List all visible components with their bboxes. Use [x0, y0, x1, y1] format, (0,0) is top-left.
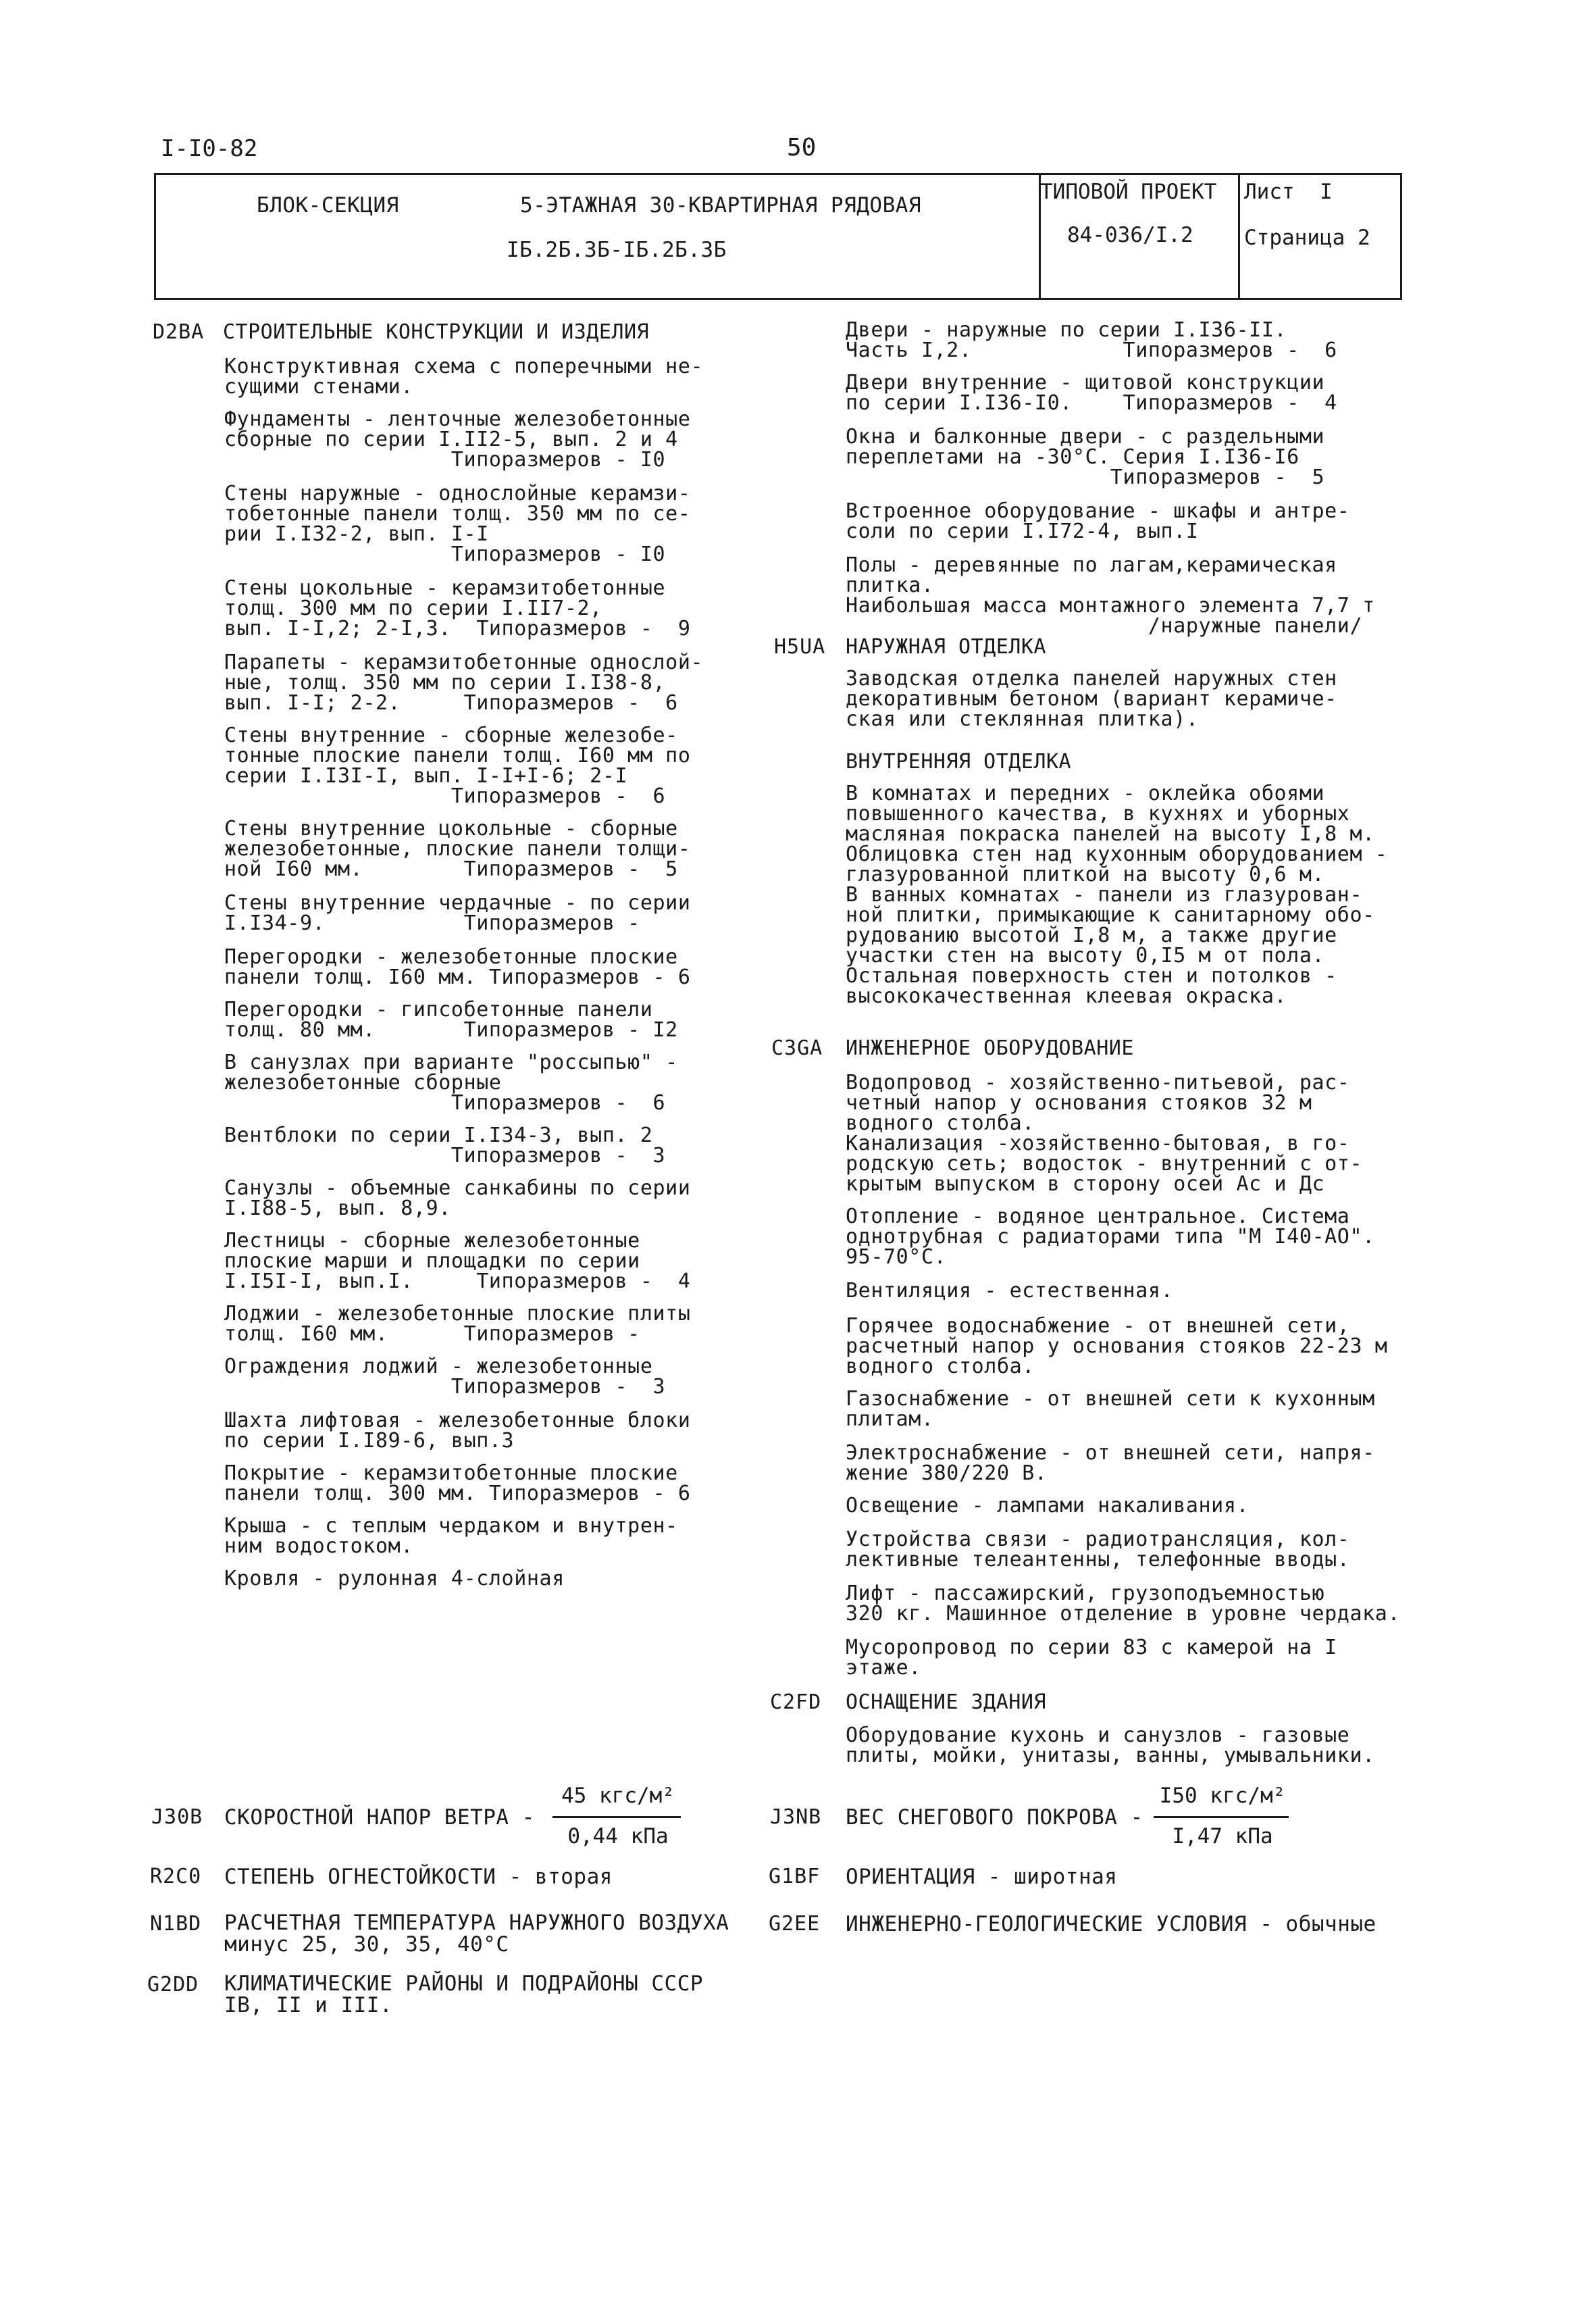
engineering-code: C3GA [771, 1036, 823, 1060]
outer-finish-text: Заводская отделка панелей наружных стен декоративным бетоном (вариант керамиче- ская или стеклянная плитка). [846, 667, 1337, 731]
wind-value-kpa: 0,44 кПа [567, 1824, 669, 1848]
page-label: Страница 2 [1244, 226, 1370, 250]
roof-cover: Покрытие - керамзитобетонные плоские панели толщ. 300 мм. Типоразмеров - 6 [224, 1461, 691, 1505]
attic-walls: Стены внутренние чердачные - по серии I.I34-9. Типоразмеров - [224, 891, 691, 935]
wind-value: 45 кгс/м² [561, 1784, 675, 1808]
gas-supply: Газоснабжение - от внешней сети к кухонным плитам. [846, 1387, 1375, 1431]
fire-resistance: СТЕПЕНЬ ОГНЕСТОЙКОСТИ - вторая [224, 1865, 613, 1889]
wind-label: СКОРОСТНОЙ НАПОР ВЕТРА - [224, 1805, 535, 1830]
fraction-bar [1154, 1816, 1289, 1818]
project-number: 84-036/I.2 [1067, 223, 1193, 247]
block-series: IБ.2Б.3Б-IБ.2Б.3Б [507, 238, 727, 262]
design-temperature: РАСЧЕТНАЯ ТЕМПЕРАТУРА НАРУЖНОГО ВОЗДУХА минус 25, 30, 35, 40°С [224, 1911, 729, 1957]
parapets: Парапеты - керамзитобетонные однослой- ные, толщ. 350 мм по серии I.I38-8, вып. I-I; 2-2. Типоразмеров - 6 [224, 651, 704, 715]
garbage-chute: Мусоропровод по серии 83 с камерой на I этаже. [846, 1636, 1337, 1680]
stairs: Лестницы - сборные железобетонные плоские марши и площадки по серии I.I5I-I, вып.I. Типоразмеров - 4 [224, 1229, 691, 1293]
loggia-fences: Ограждения лоджий - железобетонные Типоразмеров - 3 [224, 1355, 666, 1399]
climate-regions: КЛИМАТИЧЕСКИЕ РАЙОНЫ И ПОДРАЙОНЫ СССР IВ, II и III. [224, 1971, 704, 2017]
page-number: 50 [787, 134, 817, 161]
equipment-title: ОСНАЩЕНИЕ ЗДАНИЯ [846, 1690, 1046, 1714]
built-in-equipment: Встроенное оборудование - шкафы и антре- соли по серии I.I72-4, вып.I [846, 499, 1350, 543]
roof: Крыша - с теплым чердаком и внутрен- ним водостоком. [224, 1514, 678, 1558]
project-label: ТИПОВОЙ ПРОЕКТ [1040, 180, 1217, 204]
inner-doors: Двери внутренние - щитовой конструкции по серии I.I36-I0. Типоразмеров - 4 [846, 371, 1337, 415]
windows: Окна и балконные двери - с раздельными переплетами на -30°С. Серия I.I36-I6 Типоразмеров - 5 [846, 425, 1325, 489]
section-code: D2BA [153, 320, 205, 344]
wind-code: J30B [151, 1805, 203, 1829]
bathrooms-variant: В санузлах при варианте "россыпью" - железобетонные сборные Типоразмеров - 6 [224, 1051, 678, 1115]
partitions-gypsum: Перегородки - гипсобетонные панели толщ. 80 мм. Типоразмеров - I2 [224, 998, 678, 1042]
outer-finish-code: H5UA [774, 635, 826, 659]
heating: Отопление - водяное центральное. Система однотрубная с радиаторами типа "М I40-АО". 95-70°С. [846, 1205, 1375, 1269]
construction-scheme: Конструктивная схема с поперечными не- сущими стенами. [224, 355, 704, 399]
block-label: БЛОК-СЕКЦИЯ [257, 193, 399, 218]
snow-value: I50 кгс/м² [1159, 1784, 1286, 1808]
sanitary-cabins: Санузлы - объемные санкабины по серии I.I88-5, вып. 8,9. [224, 1176, 691, 1220]
title-block-divider [1238, 173, 1240, 300]
partitions-concrete: Перегородки - железобетонные плоские панели толщ. I60 мм. Типоразмеров - 6 [224, 945, 691, 989]
inner-finish-title: ВНУТРЕННЯЯ ОТДЕЛКА [846, 750, 1072, 774]
orientation-code: G1BF [769, 1865, 821, 1888]
snow-value-kpa: I,47 кПа [1172, 1824, 1273, 1848]
elevator-shaft: Шахта лифтовая - железобетонные блоки по серии I.I89-6, вып.3 [224, 1409, 691, 1453]
fire-code: R2C0 [150, 1865, 202, 1888]
ventilation: Вентиляция - естественная. [846, 1279, 1174, 1303]
outer-finish-title: НАРУЖНАЯ ОТДЕЛКА [846, 635, 1046, 659]
orientation: ОРИЕНТАЦИЯ - широтная [846, 1865, 1118, 1889]
sheet-label: Лист I [1244, 180, 1333, 204]
basement-walls: Стены цокольные - керамзитобетонные толщ. 300 мм по серии I.II7-2, вып. I-I,2; 2-I,3. Типоразмеров - 9 [224, 576, 691, 640]
water-sewage: Водопровод - хозяйственно-питьевой, рас- четный напор у основания стояков 32 м водного столба. Канализация -хозяйственно-бытовая, в го- родскую сеть; водосток - внутренний с от- крытым выпуском в сторону осей Ас и Дс [846, 1071, 1363, 1196]
geology-code: G2EE [769, 1912, 821, 1936]
loggias: Лоджии - железобетонные плоские плиты толщ. I60 мм. Типоразмеров - [224, 1302, 691, 1346]
lighting: Освещение - лампами накаливания. [846, 1494, 1250, 1517]
inner-walls: Стены внутренние - сборные железобе- тонные плоские панели толщ. I60 мм по серии I.I3I-I, вып. I-I+I-6; 2-I Типоразмеров - 6 [224, 724, 691, 808]
fraction-bar [552, 1816, 681, 1818]
power-supply: Электроснабжение - от внешней сети, напря- жение 380/220 В. [846, 1441, 1375, 1485]
roofing: Кровля - рулонная 4-слойная [224, 1567, 565, 1590]
hot-water: Горячее водоснабжение - от внешней сети, расчетный напор у основания стояков 22-23 м водного столба. [846, 1314, 1388, 1378]
climate-code: G2DD [147, 1973, 199, 1996]
snow-label: ВЕС СНЕГОВОГО ПОКРОВА - [846, 1805, 1143, 1830]
equipment-code: C2FD [770, 1690, 822, 1714]
snow-code: J3NB [770, 1805, 822, 1829]
section-title: СТРОИТЕЛЬНЫЕ КОНСТРУКЦИИ И ИЗДЕЛИЯ [223, 320, 650, 344]
geology-conditions: ИНЖЕНЕРНО-ГЕОЛОГИЧЕСКИЕ УСЛОВИЯ - обычные [846, 1912, 1376, 1936]
foundations: Фундаменты - ленточные железобетонные сборные по серии I.II2-5, вып. 2 и 4 Типоразмеров - I0 [224, 407, 691, 472]
outer-doors: Двери - наружные по серии I.I36-II. Часть I,2. Типоразмеров - 6 [846, 318, 1337, 362]
communications: Устройства связи - радиотрансляция, кол- лективные телеантенны, телефонные вводы. [846, 1528, 1350, 1571]
floors: Полы - деревянные по лагам,керамическая плитка. Наибольшая масса монтажного элемента 7,7 т /наружные панели/ [846, 553, 1375, 638]
temperature-code: N1BD [150, 1912, 202, 1936]
equipment-text: Оборудование кухонь и санузлов - газовые плиты, мойки, унитазы, ванны, умывальники. [846, 1724, 1375, 1767]
document-code: I-I0-82 [161, 135, 258, 162]
elevator: Лифт - пассажирский, грузоподъемностью 320 кг. Машинное отделение в уровне чердака. [846, 1582, 1401, 1626]
inner-finish-text: В комнатах и передних - оклейка обоями повышенного качества, в кухнях и уборных масляная покраска панелей на высоту I,8 м. Облицовка стен над кухонным оборудованием - глазурованной плиткой на высоту 0,6 м. В ванных комнатах - панели из глазурован- ной плитки, примыкающие к санитарному обо- рудованию высотой I,8 м, а также другие участки стен на высоту 0,I5 м от пола. Остальная поверхность стен и потолков - высококачественная клеевая окраска. [846, 782, 1388, 1008]
vent-blocks: Вентблоки по серии I.I34-3, вып. 2 Типоразмеров - 3 [224, 1124, 666, 1167]
engineering-title: ИНЖЕНЕРНОЕ ОБОРУДОВАНИЕ [846, 1036, 1134, 1060]
block-description: 5-ЭТАЖНАЯ 30-КВАРТИРНАЯ РЯДОВАЯ [520, 193, 922, 218]
outer-walls: Стены наружные - однослойные керамзи- тобетонные панели толщ. 350 мм по се- рии I.I32-2, вып. I-I Типоразмеров - I0 [224, 482, 691, 566]
inner-basement-walls: Стены внутренние цокольные - сборные железобетонные, плоские панели толщи- ной I60 мм. Типоразмеров - 5 [224, 817, 691, 881]
